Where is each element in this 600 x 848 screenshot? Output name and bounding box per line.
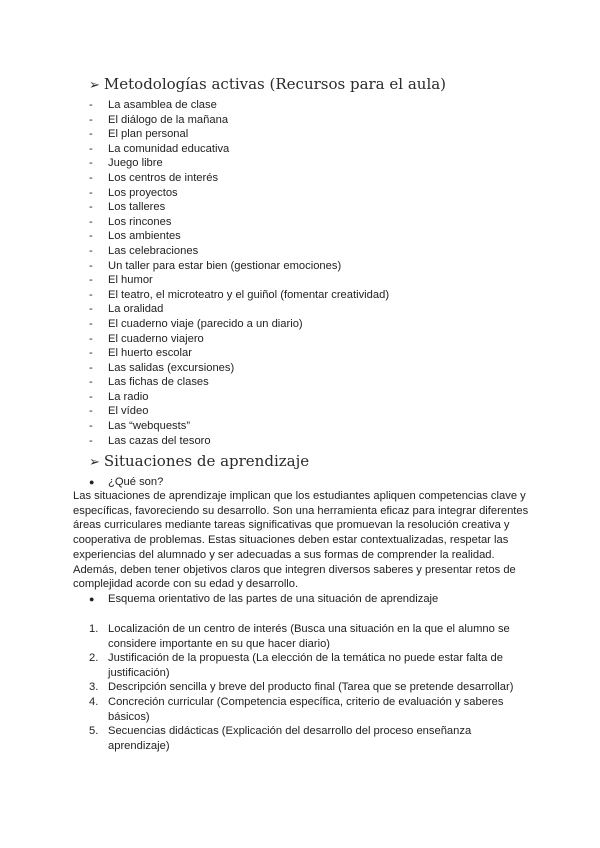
- metodologia-label: Un taller para estar bien (gestionar emociones): [108, 259, 342, 272]
- metodologia-item: [89, 346, 389, 361]
- metodologia-item: [89, 273, 389, 288]
- dash-bullet: -: [89, 274, 93, 287]
- dash-bullet: -: [89, 347, 93, 360]
- dash-bullet: -: [89, 201, 93, 214]
- metodologia-label: El cuaderno viaje (parecido a un diario): [108, 317, 303, 330]
- dash-bullet: -: [89, 244, 93, 257]
- metodologia-label: Juego libre: [108, 157, 163, 170]
- metodologia-label: Los talleres: [108, 201, 166, 214]
- dash-bullet: -: [89, 230, 93, 243]
- dash-bullet: -: [89, 288, 93, 301]
- step-number: 1.: [89, 623, 99, 635]
- metodologia-label: El teatro, el microteatro y el guiñol (fomentar creatividad): [108, 288, 390, 301]
- metodologia-label: La radio: [108, 390, 149, 403]
- dash-bullet: -: [89, 420, 93, 433]
- step-item: [89, 695, 513, 724]
- metodologia-item: [89, 375, 389, 390]
- dash-bullet: -: [89, 157, 93, 170]
- paragraph-line: experiencias del alumnado y ser adecuadas a sus formas de comprender la realidad.: [73, 548, 495, 561]
- metodologia-item: [89, 186, 389, 201]
- metodologia-label: La comunidad educativa: [108, 142, 230, 155]
- step-number: 5.: [89, 725, 99, 738]
- arrow-bullet-icon: ➢: [89, 78, 100, 93]
- metodologia-item: [89, 113, 389, 128]
- heading-metodologias: [89, 75, 446, 95]
- definition-paragraph: [73, 489, 533, 592]
- step-line: Descripción sencilla y breve del producto final (Tarea que se pretende desarrollar): [108, 681, 514, 694]
- dash-bullet: -: [89, 215, 93, 228]
- paragraph-line: complejidad acorde con su edad y desarrollo.: [73, 578, 299, 591]
- metodologia-item: [89, 142, 389, 157]
- heading-text: Situaciones de aprendizaje: [103, 452, 310, 470]
- metodologias-list: [89, 98, 389, 448]
- arrow-bullet-icon: ➢: [89, 455, 100, 470]
- dash-bullet: -: [89, 434, 93, 447]
- step-number: 2.: [89, 652, 99, 665]
- dash-bullet: -: [89, 171, 93, 184]
- metodologia-item: [89, 404, 389, 419]
- heading-text: Metodologías activas (Recursos para el aula): [103, 75, 447, 93]
- steps-list: [89, 622, 513, 753]
- step-line: Justificación de la propuesta (La elección de la temática no puede estar falta de: [108, 652, 503, 665]
- step-line: aprendizaje): [108, 739, 170, 752]
- metodologia-label: Los rincones: [108, 215, 172, 228]
- paragraph-line: áreas curriculares mediante tareas significativas que promuevan la resolución creativa y: [73, 519, 510, 532]
- bullet-esquema: [89, 592, 438, 607]
- paragraph-line: específicas, favoreciendo su desarrollo. Son una herramienta eficaz para integrar diferentes: [73, 504, 529, 517]
- step-line: Secuencias didácticas (Explicación del desarrollo del proceso enseñanza: [108, 725, 472, 738]
- metodologia-item: [89, 259, 389, 274]
- step-item: [89, 651, 513, 680]
- paragraph-line: Las situaciones de aprendizaje implican que los estudiantes apliquen competencias clave y: [73, 490, 526, 502]
- step-number: 3.: [89, 681, 99, 694]
- metodologia-item: [89, 200, 389, 215]
- bullet-text: ¿Qué son?: [108, 476, 164, 488]
- step-item: [89, 724, 513, 753]
- metodologia-item: [89, 171, 389, 186]
- metodologia-item: [89, 288, 389, 303]
- step-item: [89, 622, 513, 651]
- metodologia-item: [89, 156, 389, 171]
- metodologia-item: [89, 317, 389, 332]
- metodologia-item: [89, 419, 389, 434]
- metodologia-label: La oralidad: [108, 303, 164, 316]
- dash-bullet: -: [89, 113, 93, 126]
- dash-bullet: -: [89, 142, 93, 155]
- metodologia-label: El diálogo de la mañana: [108, 113, 229, 126]
- step-number: 4.: [89, 695, 99, 708]
- metodologia-label: Las celebraciones: [108, 244, 199, 257]
- metodologia-label: Los ambientes: [108, 230, 181, 243]
- metodologia-label: La asamblea de clase: [108, 99, 217, 111]
- metodologia-item: [89, 229, 389, 244]
- paragraph-line: Además, deben tener objetivos claros que integren diversos saberes y presentar retos de: [73, 563, 516, 576]
- step-item: [89, 680, 513, 695]
- metodologia-label: El huerto escolar: [108, 347, 192, 360]
- step-line: básicos): [108, 710, 150, 723]
- dash-bullet: -: [89, 332, 93, 345]
- dash-bullet: -: [89, 186, 93, 199]
- step-line: justificación): [108, 666, 170, 679]
- metodologia-label: El vídeo: [108, 405, 149, 418]
- metodologia-label: El plan personal: [108, 128, 189, 141]
- metodologia-label: Los proyectos: [108, 186, 178, 199]
- dash-bullet: -: [89, 317, 93, 330]
- dash-bullet: -: [89, 128, 93, 141]
- dash-bullet: -: [89, 361, 93, 374]
- bullet-que-son: [89, 475, 163, 490]
- metodologia-item: [89, 332, 389, 347]
- metodologia-item: [89, 127, 389, 142]
- metodologia-label: Los centros de interés: [108, 171, 219, 184]
- metodologia-label: El cuaderno viajero: [108, 332, 204, 345]
- dash-bullet: -: [89, 390, 93, 403]
- metodologia-item: [89, 98, 389, 113]
- metodologia-item: [89, 361, 389, 376]
- metodologia-label: Las “webquests”: [108, 420, 191, 433]
- heading-situaciones: [89, 452, 309, 472]
- bullet-text: Esquema orientativo de las partes de una situación de aprendizaje: [108, 593, 439, 605]
- dash-bullet: -: [89, 303, 93, 316]
- dash-bullet: -: [89, 99, 93, 111]
- dash-bullet: -: [89, 405, 93, 418]
- bullet-dot-icon: ●: [89, 477, 95, 487]
- metodologia-label: Las salidas (excursiones): [108, 361, 235, 374]
- metodologia-item: [89, 390, 389, 405]
- metodologia-item: [89, 302, 389, 317]
- metodologia-label: Las cazas del tesoro: [108, 434, 211, 447]
- metodologia-item: [89, 215, 389, 230]
- dash-bullet: -: [89, 259, 93, 272]
- step-line: considere importante en su que hacer diario): [108, 637, 331, 650]
- step-line: Concreción curricular (Competencia específica, criterio de evaluación y saberes: [108, 695, 504, 708]
- step-line: Localización de un centro de interés (Busca una situación en la que el alumno se: [108, 623, 510, 635]
- metodologia-label: El humor: [108, 274, 153, 287]
- metodologia-item: [89, 244, 389, 259]
- metodologia-item: [89, 434, 389, 449]
- paragraph-line: cooperativa de problemas. Estas situaciones deben estar contextualizadas, respetar las: [73, 534, 509, 547]
- metodologia-label: Las fichas de clases: [108, 376, 209, 389]
- dash-bullet: -: [89, 376, 93, 389]
- bullet-dot-icon: ●: [89, 594, 95, 604]
